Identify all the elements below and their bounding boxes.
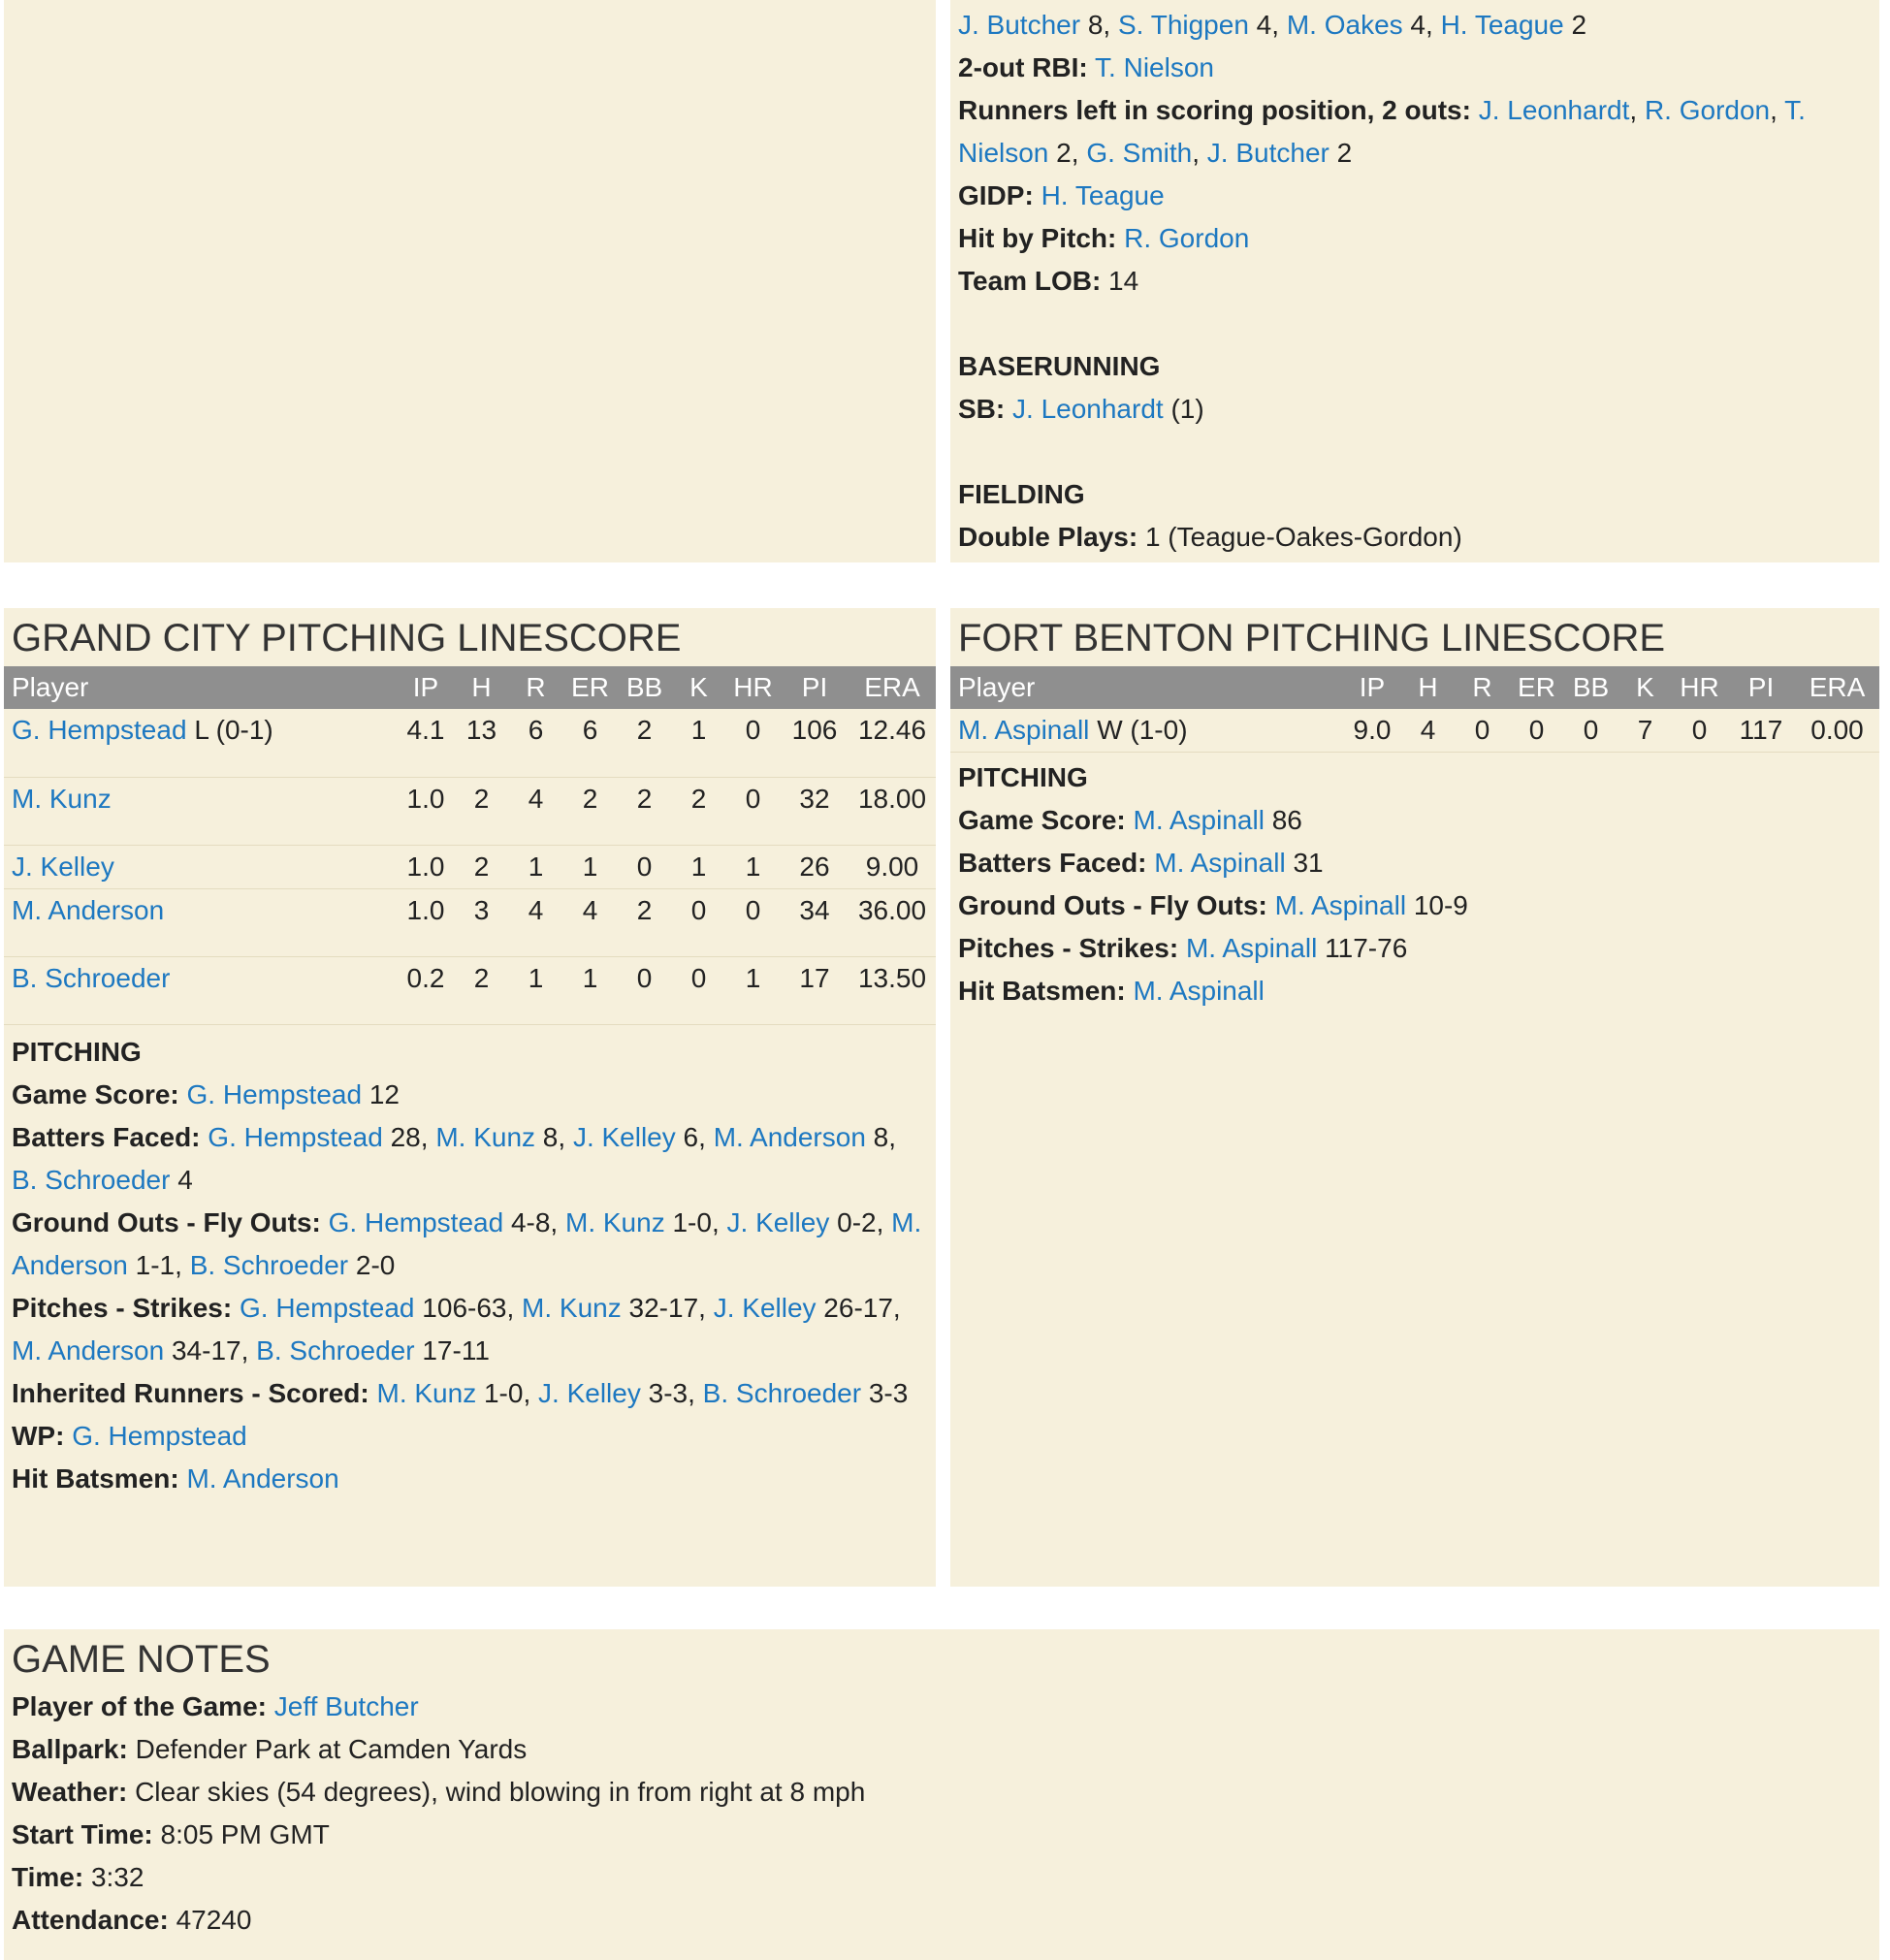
stat-cell-era: 0.00 [1795, 709, 1879, 753]
column-header-k[interactable]: K [1618, 666, 1672, 709]
note-text [1267, 890, 1275, 920]
note-line [12, 1372, 936, 1415]
player-cell [4, 888, 397, 956]
note-text [1126, 805, 1134, 835]
column-header-era[interactable]: ERA [1795, 666, 1879, 709]
note-label: Hit by Pitch: [958, 223, 1117, 253]
player-link[interactable]: J. Butcher [958, 10, 1081, 40]
player-link[interactable]: B. Schroeder [702, 1377, 862, 1408]
player-link[interactable]: J. Leonhardt [1012, 394, 1164, 424]
stat-cell-ip: 1.0 [397, 845, 455, 888]
player-link[interactable]: R. Gordon [1644, 95, 1771, 125]
note-text [179, 1079, 187, 1109]
game-notes-title: GAME NOTES [12, 1638, 271, 1681]
player-link[interactable]: J. Kelley [12, 851, 114, 882]
note-text: 2-0 [348, 1249, 396, 1280]
player-link[interactable]: G. Hempstead [328, 1206, 504, 1237]
player-cell [4, 777, 397, 845]
grand-city-title: GRAND CITY PITCHING LINESCORE [12, 617, 682, 659]
stat-cell-pi: 34 [781, 888, 849, 956]
column-header-era[interactable]: ERA [849, 666, 936, 709]
stat-cell-ip: 4.1 [397, 709, 455, 777]
note-text: 6, [675, 1121, 714, 1152]
player-link[interactable]: Jeff Butcher [273, 1691, 419, 1721]
stat-cell-h: 2 [455, 956, 508, 1024]
column-header-hr[interactable]: HR [725, 666, 781, 709]
fort-benton-linescore-table [950, 666, 1879, 753]
player-link[interactable]: M. Kunz [565, 1206, 665, 1237]
stat-cell-pi: 26 [781, 845, 849, 888]
player-link[interactable]: G. Smith [1086, 138, 1193, 168]
note-text: 1 (Teague-Oakes-Gordon) [1137, 522, 1462, 552]
stat-cell-h: 2 [455, 777, 508, 845]
note-line [12, 1202, 936, 1244]
note-label: Weather: [12, 1777, 128, 1807]
player-link[interactable]: M. Kunz [435, 1121, 536, 1152]
note-text [232, 1293, 240, 1323]
note-text: 31 [1285, 848, 1324, 878]
note-line [12, 1856, 1879, 1899]
stat-cell-bb: 2 [617, 709, 672, 777]
note-text: 4, [1248, 10, 1287, 40]
stat-cell-er: 1 [563, 845, 617, 888]
note-text: 4 [170, 1164, 193, 1195]
player-link[interactable]: G. Hempstead [239, 1292, 415, 1323]
column-header-pi[interactable]: PI [1727, 666, 1795, 709]
note-line [958, 47, 1879, 89]
player-link[interactable]: M. Oakes [1286, 10, 1403, 40]
column-header-r[interactable]: R [1455, 666, 1510, 709]
note-text: 0-2, [829, 1206, 892, 1237]
stat-cell-bb: 0 [617, 845, 672, 888]
stat-cell-r: 4 [508, 888, 563, 956]
note-text: 8, [865, 1121, 897, 1152]
column-header-bb[interactable]: BB [617, 666, 672, 709]
note-text: 26-17, [816, 1292, 901, 1323]
note-line [12, 1458, 936, 1500]
stat-cell-era: 9.00 [849, 845, 936, 888]
stat-cell-h: 3 [455, 888, 508, 956]
column-header-h[interactable]: H [1401, 666, 1455, 709]
player-link[interactable]: M. Anderson [713, 1121, 866, 1152]
player-link[interactable]: M. Anderson [186, 1462, 339, 1494]
player-link[interactable]: M. Aspinall [1133, 805, 1265, 835]
player-link[interactable]: T. [1784, 95, 1806, 125]
stat-cell-ip: 1.0 [397, 888, 455, 956]
player-link[interactable]: Nielson [958, 138, 1049, 168]
stat-cell-hr: 0 [725, 777, 781, 845]
batting-notes [958, 4, 1879, 559]
decision-label: W (1-0) [1097, 715, 1188, 745]
stat-cell-r: 0 [1455, 709, 1510, 753]
player-link[interactable]: M. Anderson [12, 1334, 165, 1366]
stat-cell-era: 18.00 [849, 777, 936, 845]
note-label: Pitches - Strikes: [12, 1292, 233, 1323]
stat-cell-k: 7 [1618, 709, 1672, 753]
fort-benton-notes [958, 799, 1879, 1012]
player-cell [4, 845, 397, 888]
note-text: Defender Park at Camden Yards [127, 1734, 528, 1764]
note-text [1116, 223, 1124, 253]
note-text: 34-17, [164, 1334, 257, 1366]
spacer [958, 431, 1879, 473]
note-line [958, 799, 1879, 842]
note-line [958, 217, 1879, 260]
stat-cell-ip: 0.2 [397, 956, 455, 1024]
stat-cell-ip: 1.0 [397, 777, 455, 845]
note-text: 1-0, [664, 1206, 727, 1237]
note-line [12, 1074, 936, 1116]
stat-cell-er: 1 [563, 956, 617, 1024]
note-line [12, 1415, 936, 1458]
note-text: 4-8, [503, 1206, 565, 1237]
column-header-h[interactable]: H [455, 666, 508, 709]
stat-cell-h: 2 [455, 845, 508, 888]
table-row [4, 709, 936, 777]
note-label: Ballpark: [12, 1734, 128, 1764]
stat-cell-bb: 0 [617, 956, 672, 1024]
stat-cell-h: 4 [1401, 709, 1455, 753]
player-link[interactable]: G. Hempstead [186, 1078, 363, 1109]
column-header-k[interactable]: K [672, 666, 725, 709]
table-row [950, 709, 1879, 753]
note-text: , [1770, 95, 1785, 125]
note-text: 1-1, [127, 1249, 190, 1280]
note-label: Game Score: [12, 1078, 179, 1109]
note-text: 4, [1402, 10, 1441, 40]
note-text: 2 [1329, 138, 1353, 168]
player-link[interactable]: J. Kelley [572, 1121, 676, 1152]
note-text: , [1629, 95, 1645, 125]
player-link[interactable]: J. Kelley [538, 1377, 641, 1408]
note-label: Ground Outs - Fly Outs: [958, 890, 1267, 920]
note-line [12, 1771, 1879, 1814]
stat-cell-pi: 117 [1727, 709, 1795, 753]
player-link[interactable]: M. Aspinall [1185, 933, 1318, 963]
stat-cell-pi: 17 [781, 956, 849, 1024]
column-header-pi[interactable]: PI [781, 666, 849, 709]
stat-cell-k: 1 [672, 845, 725, 888]
stat-cell-era: 36.00 [849, 888, 936, 956]
player-link[interactable]: T. Nielson [1095, 52, 1214, 82]
note-text: 3-3, [640, 1377, 703, 1408]
player-link[interactable]: J. Leonhardt [1478, 95, 1630, 125]
note-text: 2, [1048, 138, 1087, 168]
player-link[interactable]: J. Butcher [1206, 138, 1329, 168]
note-text [1471, 95, 1479, 125]
player-link[interactable]: M. Kunz [12, 783, 112, 814]
note-text: 28, [382, 1121, 436, 1152]
note-label: Time: [12, 1862, 84, 1892]
fort-benton-pitching-panel [950, 608, 1879, 1587]
note-label: Hit Batsmen: [12, 1462, 179, 1494]
note-text: 14 [1101, 266, 1139, 296]
note-label: GIDP: [958, 180, 1034, 210]
note-text: 10-9 [1406, 890, 1468, 920]
note-text: 17-11 [414, 1334, 490, 1366]
note-label: Hit Batsmen: [958, 976, 1126, 1006]
column-header-r[interactable]: R [508, 666, 563, 709]
note-label: Inherited Runners - Scored: [12, 1377, 369, 1408]
player-link[interactable]: M. Aspinall [1274, 890, 1407, 920]
player-link[interactable]: B. Schroeder [12, 1164, 171, 1195]
note-text: 2 [1563, 10, 1587, 40]
stat-cell-k: 0 [672, 956, 725, 1024]
player-link[interactable]: M. Kunz [376, 1377, 477, 1408]
note-text: 8, [1080, 10, 1118, 40]
stat-cell-er: 4 [563, 888, 617, 956]
stat-cell-r: 1 [508, 845, 563, 888]
table-row [4, 956, 936, 1024]
stat-cell-hr: 0 [725, 888, 781, 956]
player-link[interactable]: G. Hempstead [72, 1420, 247, 1451]
note-label: Ground Outs - Fly Outs: [12, 1206, 321, 1237]
player-cell [4, 709, 397, 777]
note-text [1005, 394, 1012, 424]
note-label: WP: [12, 1420, 65, 1451]
batting-notes-panel [950, 0, 1879, 562]
note-text [267, 1691, 274, 1721]
note-line [12, 1899, 1879, 1942]
note-label: Attendance: [12, 1905, 169, 1935]
note-line [12, 1287, 936, 1330]
note-text [1034, 180, 1041, 210]
note-label: 2-out RBI: [958, 52, 1088, 82]
decision-label: L (0-1) [194, 715, 273, 745]
column-header-player[interactable]: Player [4, 666, 397, 709]
note-label: Batters Faced: [12, 1121, 201, 1152]
baserunning-heading: BASERUNNING [958, 351, 1161, 381]
note-text: 12 [362, 1078, 400, 1109]
note-text: (1) [1163, 394, 1204, 424]
stat-cell-ip: 9.0 [1343, 709, 1401, 753]
grand-city-notes [12, 1074, 936, 1500]
note-line [958, 884, 1879, 927]
note-label: Team LOB: [958, 266, 1102, 296]
note-text: , [1192, 138, 1207, 168]
stat-cell-hr: 0 [1672, 709, 1727, 753]
stat-cell-bb: 2 [617, 888, 672, 956]
player-link[interactable]: G. Hempstead [208, 1121, 383, 1152]
spacer [958, 303, 1879, 345]
player-link[interactable]: J. Kelley [726, 1206, 830, 1237]
player-link[interactable]: S. Thigpen [1117, 10, 1249, 40]
note-line [12, 1686, 1879, 1728]
player-cell [4, 956, 397, 1024]
note-line [958, 842, 1879, 884]
note-line [12, 1330, 936, 1372]
note-text: 8:05 PM GMT [152, 1819, 330, 1849]
note-text: 117-76 [1317, 933, 1408, 963]
note-label: Player of the Game: [12, 1691, 267, 1721]
note-text: 106-63, [414, 1292, 523, 1323]
player-link[interactable]: B. Schroeder [256, 1334, 415, 1366]
column-header-hr[interactable]: HR [1672, 666, 1727, 709]
grand-city-notes-heading: PITCHING [12, 1036, 142, 1067]
stat-cell-era: 13.50 [849, 956, 936, 1024]
stat-cell-pi: 106 [781, 709, 849, 777]
note-text [1178, 933, 1186, 963]
player-link[interactable]: H. Teague [1440, 10, 1564, 40]
stat-cell-r: 1 [508, 956, 563, 1024]
column-header-bb[interactable]: BB [1563, 666, 1618, 709]
note-line [12, 1814, 1879, 1856]
player-link[interactable]: Anderson [12, 1249, 128, 1280]
fort-benton-title: FORT BENTON PITCHING LINESCORE [958, 617, 1666, 659]
stat-cell-r: 4 [508, 777, 563, 845]
game-notes-panel [4, 1629, 1879, 1960]
note-line [958, 175, 1879, 217]
note-text: 47240 [168, 1905, 252, 1935]
stat-cell-pi: 32 [781, 777, 849, 845]
stat-cell-h: 13 [455, 709, 508, 777]
player-link[interactable]: M. Aspinall [958, 715, 1090, 745]
stat-cell-k: 2 [672, 777, 725, 845]
note-line [958, 516, 1879, 559]
note-line [12, 1116, 936, 1159]
note-line [12, 1159, 936, 1202]
note-text [1088, 52, 1095, 82]
column-header-er[interactable]: ER [563, 666, 617, 709]
stat-cell-era: 12.46 [849, 709, 936, 777]
note-label: Double Plays: [958, 522, 1138, 552]
note-line [958, 132, 1879, 175]
note-line [958, 927, 1879, 970]
player-link[interactable]: B. Schroeder [189, 1249, 349, 1280]
player-link[interactable]: R. Gordon [1124, 223, 1250, 253]
player-link[interactable]: H. Teague [1041, 180, 1165, 210]
stat-cell-er: 6 [563, 709, 617, 777]
stat-cell-bb: 2 [617, 777, 672, 845]
note-label: Pitches - Strikes: [958, 933, 1179, 963]
player-link[interactable]: M. Aspinall [1154, 848, 1286, 878]
player-link[interactable]: M. [891, 1206, 922, 1237]
column-header-ip[interactable]: IP [397, 666, 455, 709]
fielding-heading: FIELDING [958, 479, 1085, 509]
note-text: 3-3 [861, 1377, 909, 1408]
note-label: Runners left in scoring position, 2 outs: [958, 95, 1471, 125]
note-text [321, 1207, 329, 1237]
note-text [369, 1378, 377, 1408]
player-link[interactable]: M. Kunz [522, 1292, 622, 1323]
note-text: 32-17, [621, 1292, 714, 1323]
note-label: Batters Faced: [958, 848, 1147, 878]
note-line [12, 1244, 936, 1287]
player-link[interactable]: B. Schroeder [12, 962, 171, 993]
column-header-player[interactable]: Player [950, 666, 1343, 709]
note-line [958, 388, 1879, 431]
fort-benton-notes-heading: PITCHING [958, 762, 1088, 792]
top-left-panel [4, 0, 936, 562]
stat-cell-k: 0 [672, 888, 725, 956]
note-text: 3:32 [83, 1862, 144, 1892]
note-text: 1-0, [476, 1377, 539, 1408]
note-line [12, 1728, 1879, 1771]
stat-cell-k: 1 [672, 709, 725, 777]
grand-city-linescore-table [4, 666, 936, 1025]
stat-cell-hr: 1 [725, 956, 781, 1024]
note-label: Game Score: [958, 805, 1126, 835]
note-line [958, 260, 1879, 303]
note-text: 86 [1264, 805, 1302, 835]
stat-cell-r: 6 [508, 709, 563, 777]
grand-city-pitching-panel [4, 608, 936, 1587]
column-header-er[interactable]: ER [1510, 666, 1563, 709]
note-line [958, 4, 1879, 47]
player-link[interactable]: M. Aspinall [1133, 976, 1265, 1006]
note-line [958, 89, 1879, 132]
table-row [4, 845, 936, 888]
note-line [958, 970, 1879, 1012]
stat-cell-bb: 0 [1563, 709, 1618, 753]
table-row [4, 888, 936, 956]
game-notes-list [12, 1686, 1879, 1942]
stat-cell-er: 0 [1510, 709, 1563, 753]
player-link[interactable]: J. Kelley [713, 1292, 817, 1323]
player-link[interactable]: M. Anderson [12, 894, 165, 925]
stat-cell-er: 2 [563, 777, 617, 845]
stat-cell-hr: 1 [725, 845, 781, 888]
player-link[interactable]: G. Hempstead [12, 715, 187, 745]
stat-cell-hr: 0 [725, 709, 781, 777]
note-text: 8, [535, 1121, 573, 1152]
note-label: SB: [958, 394, 1006, 424]
table-row [4, 777, 936, 845]
note-label: Start Time: [12, 1819, 153, 1849]
player-cell [950, 709, 1343, 753]
note-text: Clear skies (54 degrees), wind blowing in from right at 8 mph [127, 1777, 866, 1807]
column-header-ip[interactable]: IP [1343, 666, 1401, 709]
